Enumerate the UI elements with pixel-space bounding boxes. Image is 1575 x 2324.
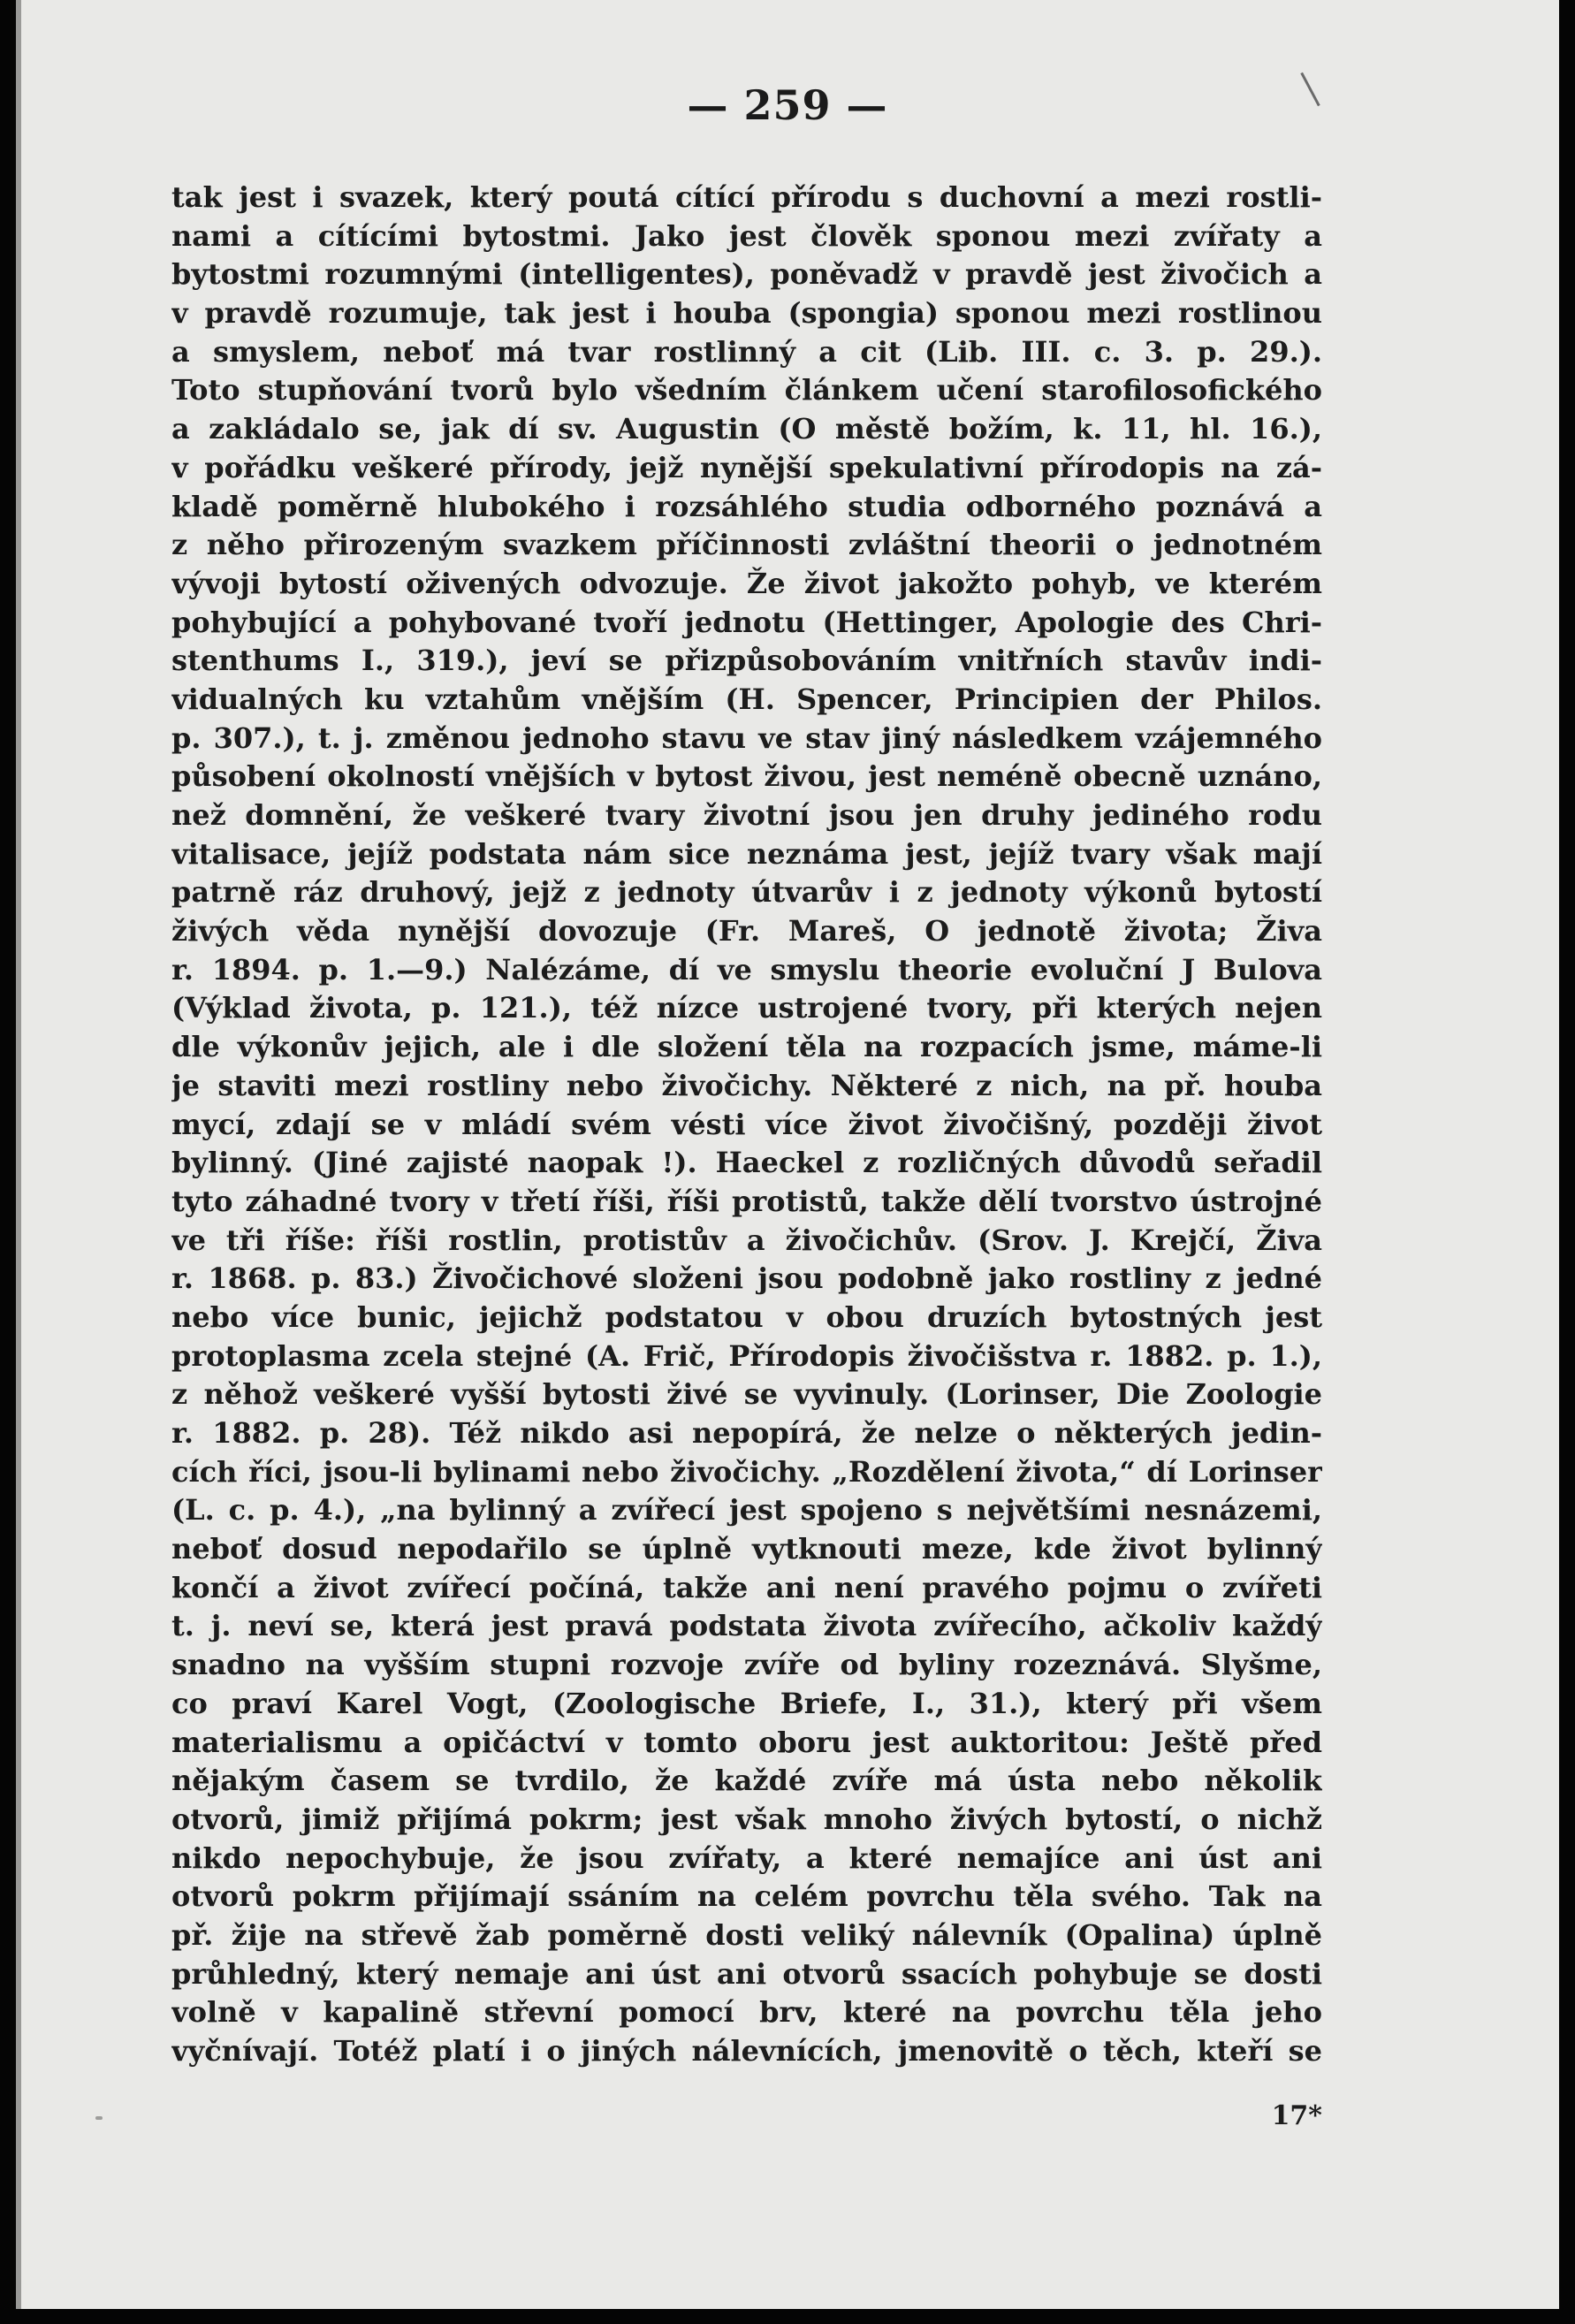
margin-smudge: [95, 2116, 103, 2120]
text-line: průhledný, který nemaje ani úst ani otvorů ssacích pohybuje se dosti: [171, 1956, 1322, 1991]
text-line: kladě poměrně hlubokého i rozsáhlého studia odborného poznává a: [171, 489, 1322, 523]
text-line: r. 1894. p. 1.—9.) Nalézáme, dí ve smyslu theorie evoluční J Bulova: [171, 952, 1322, 987]
text-line: Toto stupňování tvorů bylo všedním článkem učení starofilosofického: [171, 373, 1322, 408]
text-line: t. j. neví se, která jest pravá podstata života zvířecího, ačkoliv každý: [171, 1609, 1322, 1643]
text-line: nikdo nepochybuje, že jsou zvířaty, a které nemajíce ani úst ani: [171, 1840, 1322, 1875]
text-line: otvorů pokrm přijímají ssáním na celém povrchu těla svého. Tak na: [171, 1879, 1322, 1914]
text-line: př. žije na střevě žab poměrně dosti veliký nálevník (Opalina) úplně: [171, 1917, 1322, 1952]
text-line: tyto záhadné tvory v třetí říši, říši protistů, takže dělí tvorstvo ústrojné: [171, 1184, 1322, 1218]
page-edge: [16, 0, 21, 2309]
text-line: živých věda nynější dovozuje (Fr. Mareš, O jednotě života; Živa: [171, 914, 1322, 949]
text-line: v pořádku veškeré přírody, jejž nynější spekulativní přírodopis na zá-: [171, 450, 1322, 484]
page-number: — 259 —: [687, 81, 888, 129]
body-text: [171, 179, 1322, 2071]
text-line: (Výklad života, p. 121.), též nízce ustrojené tvory, při kterých nejen: [171, 991, 1322, 1025]
text-line: ve tři říše: říši rostlin, protistův a živočichův. (Srov. J. Krejčí, Živa: [171, 1223, 1322, 1257]
text-line: pohybující a pohybované tvoří jednotu (Hettinger, Apologie des Chri-: [171, 605, 1322, 639]
text-line: (L. c. p. 4.), „na bylinný a zvířecí jest spojeno s největšími nesnázemi,: [171, 1493, 1322, 1528]
text-line: neboť dosud nepodařilo se úplně vytknouti meze, kde život bylinný: [171, 1532, 1322, 1566]
text-line: z něho přirozeným svazkem příčinnosti zvláštní theorii o jednotném: [171, 528, 1322, 562]
text-line: vitalisace, jejíž podstata nám sice neznáma jest, jejíž tvary však mají: [171, 836, 1322, 871]
text-line: protoplasma zcela stejné (A. Frič, Přírodopis živočišstva r. 1882. p. 1.),: [171, 1338, 1322, 1373]
text-line: materialismu a opičáctví v tomto oboru jest auktoritou: Ještě před: [171, 1725, 1322, 1759]
text-line: a zakládalo se, jak dí sv. Augustin (O městě božím, k. 11, hl. 16.),: [171, 412, 1322, 446]
signature-mark: 17*: [1271, 2100, 1322, 2131]
text-line: tak jest i svazek, který poutá cítící přírodu s duchovní a mezi rostli-: [171, 180, 1322, 214]
text-line: z něhož veškeré vyšší bytosti živé se vyvinuly. (Lorinser, Die Zoologie: [171, 1377, 1322, 1412]
text-line: stenthums I., 319.), jeví se přizpůsobováním vnitřních stavův indi-: [171, 644, 1322, 678]
text-line: dle výkonův jejich, ale i dle složení těla na rozpacích jsme, máme-li: [171, 1030, 1322, 1064]
text-line: bytostmi rozumnými (intelligentes), poněvadž v pravdě jest živočich a: [171, 257, 1322, 292]
text-line: vidualných ku vztahům vnějším (H. Spencer, Principien der Philos.: [171, 682, 1322, 716]
text-line: patrně ráz druhový, jejž z jednoty útvarův i z jednoty výkonů bytostí: [171, 875, 1322, 910]
text-line: vývoji bytostí oživených odvozuje. Že život jakožto pohyb, ve kterém: [171, 566, 1322, 600]
text-line: je staviti mezi rostliny nebo živočichy. Některé z nich, na př. houba: [171, 1068, 1322, 1102]
text-line: r. 1868. p. 83.) Živočichové složeni jsou podobně jako rostliny z jedné: [171, 1261, 1322, 1296]
text-line: co praví Karel Vogt, (Zoologische Briefe, I., 31.), který při všem: [171, 1686, 1322, 1720]
text-line: volně v kapalině střevní pomocí brv, které na povrchu těla jeho: [171, 1995, 1322, 2030]
text-line: než domnění, že veškeré tvary životní jsou jen druhy jediného rodu: [171, 798, 1322, 832]
text-line: cích říci, jsou-li bylinami nebo živočichy. „Rozdělení života,“ dí Lorinser: [171, 1454, 1322, 1489]
document-page: [16, 0, 1559, 2309]
text-line: p. 307.), t. j. změnou jednoho stavu ve stav jiný následkem vzájemného: [171, 720, 1322, 755]
text-line: končí a život zvířecí počíná, takže ani není pravého pojmu o zvířeti: [171, 1570, 1322, 1604]
text-line: snadno na vyšším stupni rozvoje zvíře od byliny rozeznává. Slyšme,: [171, 1648, 1322, 1682]
text-line: nebo více bunic, jejichž podstatou v obou druzích bytostných jest: [171, 1299, 1322, 1334]
text-line: a smyslem, neboť má tvar rostlinný a cit (Lib. III. c. 3. p. 29.).: [171, 334, 1322, 369]
scan-border: [0, 2309, 1575, 2324]
text-line: nějakým časem se tvrdilo, že každé zvíře má ústa nebo několik: [171, 1764, 1322, 1798]
text-line: nami a cítícími bytostmi. Jako jest člověk sponou mezi zvířaty a: [171, 218, 1322, 253]
text-line: r. 1882. p. 28). Též nikdo asi nepopírá, že nelze o některých jedin-: [171, 1416, 1322, 1450]
text-line: bylinný. (Jiné zajisté naopak !). Haeckel z rozličných důvodů seřadil: [171, 1146, 1322, 1180]
text-line: vyčnívají. Totéž platí i o jiných nálevnících, jmenovitě o těch, kteří se: [171, 2034, 1322, 2068]
text-line: působení okolností vnějších v bytost živou, jest neméně obecně uznáno,: [171, 759, 1322, 794]
text-line: v pravdě rozumuje, tak jest i houba (spongia) sponou mezi rostlinou: [171, 296, 1322, 331]
text-line: mycí, zdají se v mládí svém vésti více život živočišný, později život: [171, 1107, 1322, 1141]
text-line: otvorů, jimiž přijímá pokrm; jest však mnoho živých bytostí, o nichž: [171, 1802, 1322, 1836]
